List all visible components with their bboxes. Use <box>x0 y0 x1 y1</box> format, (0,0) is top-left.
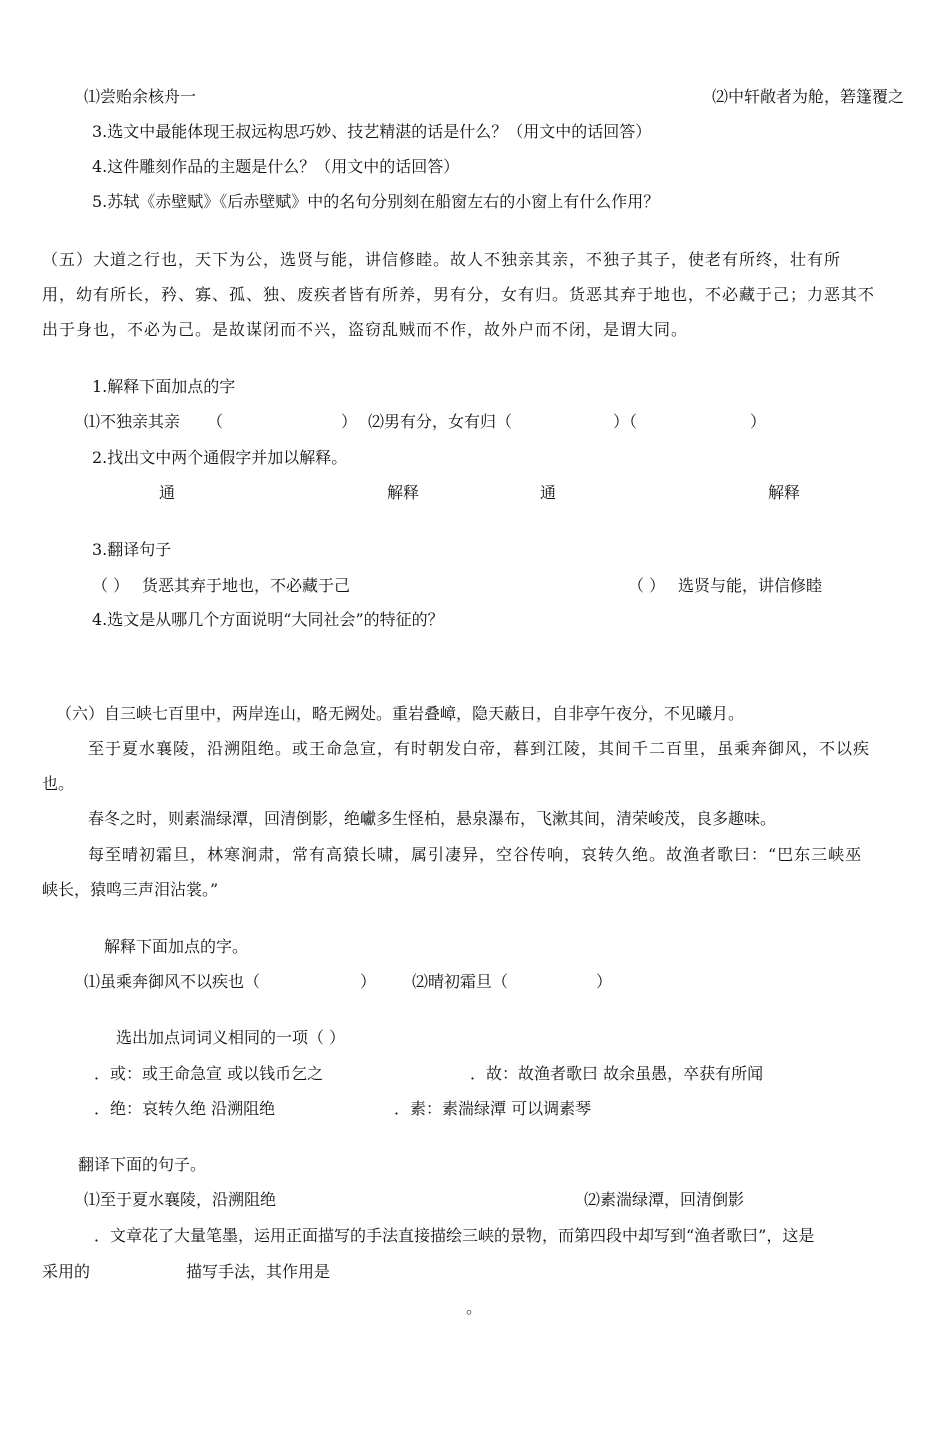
option-d: ．素：素湍绿潭 可以调素琴 <box>394 1099 592 1118</box>
q-s5-3a-paren: （ ） <box>92 576 130 595</box>
passage-s6-para-3: 春冬之时，则素湍绿潭，回清倒影，绝巘多生怪柏，悬泉瀑布，飞漱其间，清荣峻茂，良多趣味。 <box>88 809 777 828</box>
q-s6-1a-close: ） <box>360 972 377 991</box>
option-b: ．故：故渔者歌曰 故余虽愚，卒获有所闻 <box>470 1064 764 1083</box>
q-s6-3: 翻译下面的句子。 <box>78 1155 207 1174</box>
q-s6-1b: ⑵晴初霜旦（ <box>412 972 509 991</box>
q-s5-3b: 选贤与能，讲信修睦 <box>678 576 823 595</box>
q-s6-1: 解释下面加点的字。 <box>104 937 249 956</box>
q-s5-3b-paren: （ ） <box>628 576 666 595</box>
q-s5-1b-close: ） <box>750 412 767 431</box>
q-s4-2a: ⑴尝贻余核舟一 <box>84 87 197 106</box>
passage-s5-line-2: 用，幼有所长，矜、寡、孤、独、废疾者皆有所养，男有分，女有归。货恶其弃于地也，不必藏于己；力恶其不 <box>42 285 876 304</box>
q-s4-5: 5.苏轼《赤壁赋》《后赤壁赋》中的名句分别刻在船窗左右的小窗上有什么作用？ <box>92 192 660 211</box>
q-s5-2: 2.找出文中两个通假字并加以解释。 <box>92 448 348 467</box>
jieshi-label-1: 解释 <box>387 483 420 502</box>
q-s4-3: 3.选文中最能体现王叔远构思巧妙、技艺精湛的话是什么？（用文中的话回答） <box>92 122 652 141</box>
q-s6-4-line-2a: 采用的 <box>42 1262 91 1281</box>
passage-s5-line-3: 出于身也，不必为己。是故谋闭而不兴，盗窃乱贼而不作，故外户而不闭，是谓大同。 <box>42 320 689 339</box>
tong-label-2: 通 <box>540 483 557 502</box>
q-s5-3a: 货恶其弃于地也，不必藏于己 <box>142 576 351 595</box>
passage-s6-para-4-line-1: 每至晴初霜旦，林寒涧肃，常有高猿长啸，属引凄异，空谷传响，哀转久绝。故渔者歌曰：“巴东三峡巫 <box>88 845 863 864</box>
q-s6-4-line-2b: 描写手法，其作用是 <box>186 1262 331 1281</box>
passage-s6-para-4-line-2: 峡长，猿鸣三声泪沾裳。” <box>42 880 219 899</box>
q-s6-3b: ⑵素湍绿潭，回清倒影 <box>584 1190 745 1209</box>
q-s5-1a: ⑴不独亲其亲 <box>84 412 181 431</box>
option-a: ．或：或王命急宣 或以钱币乞之 <box>94 1064 324 1083</box>
q-s6-1b-close: ） <box>596 972 613 991</box>
q-s5-1a-paren-close: ） <box>341 412 358 431</box>
q-s6-4-line-1: ．文章花了大量笔墨，运用正面描写的手法直接描绘三峡的景物，而第四段中却写到“渔者歌曰”，这是 <box>94 1226 815 1245</box>
option-c: ．绝：哀转久绝 沿溯阻绝 <box>94 1099 276 1118</box>
passage-s5-line-1: （五）大道之行也，天下为公，选贤与能，讲信修睦。故人不独亲其亲，不独子其子，使老有所终，壮有所 <box>42 250 842 269</box>
passage-s6-para-2-line-1: 至于夏水襄陵，沿溯阻绝。或王命急宣，有时朝发白帝，暮到江陵，其间千二百里，虽乘奔御风，不以疾 <box>88 739 871 758</box>
tong-label-1: 通 <box>159 483 176 502</box>
jieshi-label-2: 解释 <box>768 483 801 502</box>
q-s5-1b-mid: ）（ <box>613 412 638 431</box>
q-s4-2b: ⑵中轩敞者为舱，箬篷覆之 <box>712 87 905 106</box>
q-s5-1a-paren-open: （ <box>207 412 224 431</box>
q-s5-1: 1.解释下面加点的字 <box>92 377 236 396</box>
q-s5-4: 4.选文是从哪几个方面说明“大同社会”的特征的？ <box>92 610 444 629</box>
passage-s6-para-1: （六）自三峡七百里中，两岸连山，略无阙处。重岩叠嶂，隐天蔽日，自非亭午夜分，不见曦月。 <box>56 704 745 723</box>
q-s5-1b: ⑵男有分，女有归（ <box>368 412 513 431</box>
q-s4-4: 4.这件雕刻作品的主题是什么？（用文中的话回答） <box>92 157 460 176</box>
passage-s6-para-2-line-2: 也。 <box>42 774 75 793</box>
q-s6-4-end: 。 <box>466 1298 483 1317</box>
q-s5-3: 3.翻译句子 <box>92 540 172 559</box>
q-s6-3a: ⑴至于夏水襄陵，沿溯阻绝 <box>84 1190 277 1209</box>
q-s6-2: 选出加点词词义相同的一项（ ） <box>116 1028 346 1047</box>
q-s6-1a: ⑴虽乘奔御风不以疾也（ <box>84 972 261 991</box>
